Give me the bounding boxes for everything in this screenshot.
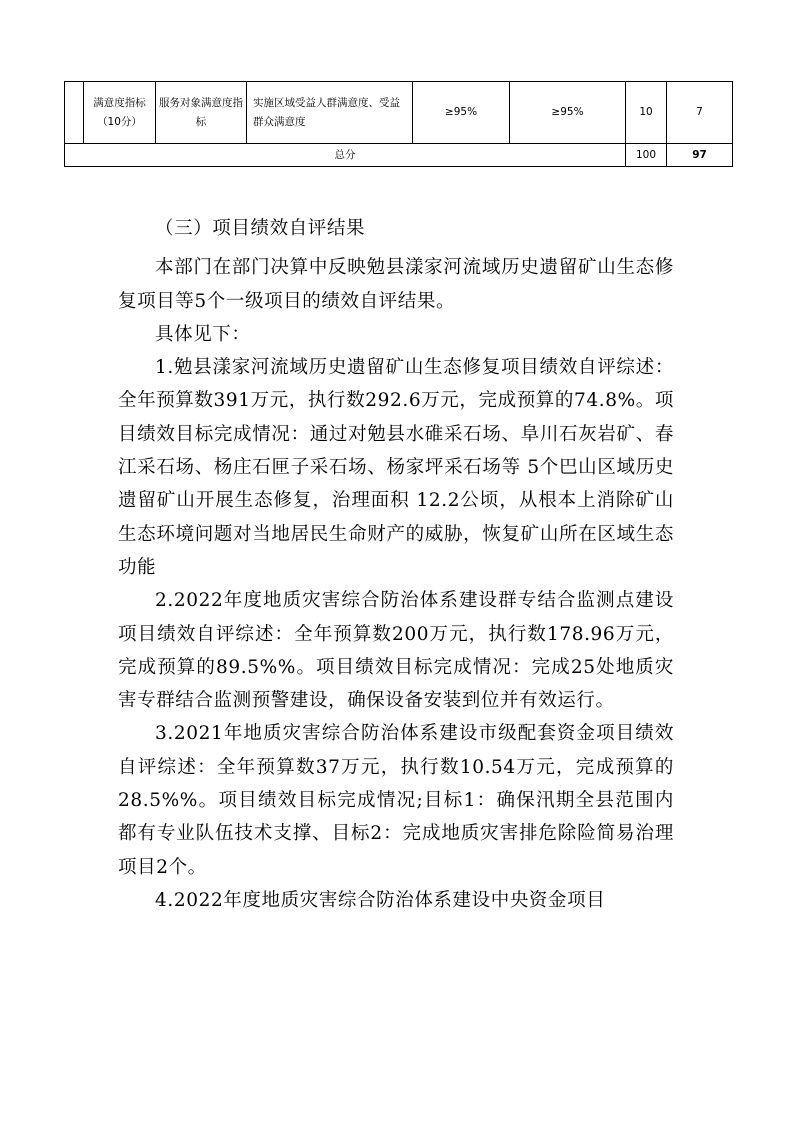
paragraph: 3.2021年地质灾害综合防治体系建设市级配套资金项目绩效自评综述：全年预算数37万元，执行数10.54万元，完成预算的28.5%%。项目绩效目标完成情况;目标1：确保汛期全县范围内都有专业队伍技术支撑、目标2：完成地质灾害排危除险简易治理项目2个。	[118, 723, 674, 878]
paragraph: 本部门在部门决算中反映勉县漾家河流域历史遗留矿山生态修复项目等5个一级项目的绩效自评结果。	[118, 257, 674, 312]
total-weight: 100	[626, 144, 667, 167]
performance-table	[64, 81, 733, 167]
document-body	[118, 212, 674, 917]
table-row	[65, 82, 733, 144]
actual-cell: ≥95%	[510, 82, 626, 144]
total-label: 总分	[65, 144, 626, 167]
weight-cell: 10	[626, 82, 667, 144]
paragraph: 1.勉县漾家河流域历史遗留矿山生态修复项目绩效自评综述：全年预算数391万元，执行数292.6万元，完成预算的74.8%。项目绩效目标完成情况：通过对勉县水碓采石场、阜川石灰岩矿、春江采石场、杨庄石匣子采石场、杨家坪采石场等 5个巴山区域历史遗留矿山开展生态修复，治理面积 12.2公顷，从根本上消除矿山生态环境问题对当地居民生命财产的威胁，恢复矿山所在区域生态功能	[118, 357, 674, 578]
paragraph: 具体见下：	[155, 323, 251, 345]
section-heading: （三）项目绩效自评结果	[155, 218, 366, 239]
total-row	[65, 144, 733, 167]
indicator-cell: 实施区域受益人群满意度、受益群众满意度	[247, 82, 413, 144]
total-score: 97	[667, 144, 733, 167]
score-cell: 7	[667, 82, 733, 144]
subcategory-cell: 服务对象满意度指标	[156, 82, 247, 144]
paragraph: 2.2022年度地质灾害综合防治体系建设群专结合监测点建设项目绩效自评综述：全年预算数200万元，执行数178.96万元，完成预算的89.5%%。项目绩效目标完成情况：完成25处地质灾害专群结合监测预警建设，确保设备安装到位并有效运行。	[118, 590, 674, 712]
paragraph: 4.2022年度地质灾害综合防治体系建设中央资金项目	[155, 889, 606, 911]
category-cell: 满意度指标（10分）	[84, 82, 156, 144]
target-cell: ≥95%	[413, 82, 510, 144]
empty-cell	[65, 82, 84, 144]
